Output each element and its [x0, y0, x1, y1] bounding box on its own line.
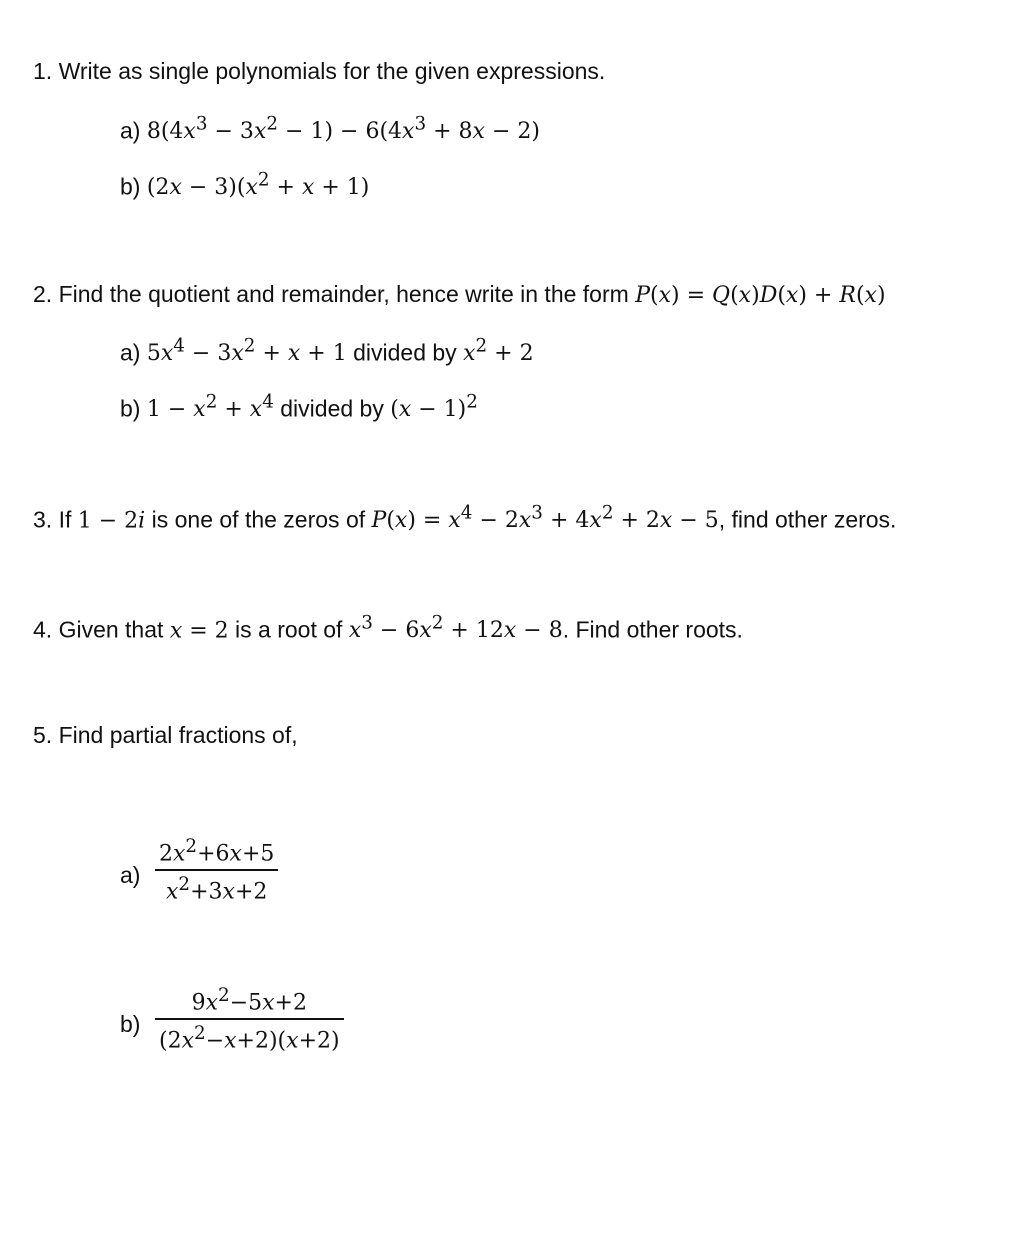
question-5-text: 5. Find partial fractions of, — [33, 722, 298, 748]
question-4-mid: is a root of — [235, 616, 343, 643]
question-1b-expression: $(2x - 3)(x^2 + x + 1)$ — [146, 170, 370, 201]
question-3 — [33, 503, 896, 533]
question-5b-numerator: $9x^2-5x+2$ — [191, 985, 307, 1016]
question-1b-label: b) — [120, 173, 141, 200]
question-5b-label: b) — [120, 1011, 141, 1037]
question-4-polynomial: $x^3 - 6x^2 + 12x - 8$ — [348, 613, 563, 644]
question-4-suffix: . Find other roots. — [562, 616, 743, 643]
question-2b-dividend: $1 - x^2 + x^4$ — [146, 392, 274, 423]
question-2b-divided-by: divided by — [280, 395, 384, 422]
question-1a-expression: $8(4x^3 - 3x^2 - 1) - 6(4x^3 + 8x - 2)$ — [146, 114, 540, 145]
question-3-zero: 1 − 2i — [77, 508, 146, 534]
question-5 — [33, 722, 298, 749]
question-5a-denominator: $x^2+3x+2$ — [166, 874, 268, 905]
question-5b-fraction — [155, 985, 344, 1054]
question-2-form: P(x) = Q(x)D(x) + R(x) — [635, 283, 886, 308]
question-4-root: x = 2 — [169, 618, 229, 644]
question-2a-dividend: $5x^4 - 3x^2 + x + 1$ — [146, 336, 347, 367]
question-1b — [120, 170, 369, 200]
question-2a-divisor: $x^2 + 2$ — [463, 336, 534, 367]
question-5b-denominator: $(2x^2-x+2)(x+2)$ — [159, 1023, 340, 1054]
question-3-mid: is one of the zeros of — [151, 506, 366, 533]
question-5a-label: a) — [120, 862, 141, 888]
question-3-prefix: 3. If — [33, 506, 72, 533]
question-3-suffix: , find other zeros. — [718, 506, 897, 533]
question-1-text: 1. Write as single polynomials for the given expressions. — [33, 58, 606, 84]
question-5a-fraction — [155, 836, 278, 905]
question-2-text: 2. Find the quotient and remainder, hence write in the form — [33, 281, 629, 307]
question-1a — [120, 114, 540, 144]
question-4-prefix: 4. Given that — [33, 616, 164, 643]
question-2b-divisor: $(x - 1)^2$ — [390, 392, 478, 423]
question-2a — [120, 336, 534, 366]
question-3-polynomial: $P(x) = x^4 - 2x^3 + 4x^2 + 2x - 5$ — [371, 503, 719, 534]
question-1 — [33, 58, 605, 85]
question-4 — [33, 613, 743, 643]
question-2b — [120, 392, 478, 422]
question-5a-numerator: $2x^2+6x+5$ — [159, 836, 275, 867]
question-2 — [33, 281, 886, 308]
question-2a-label: a) — [120, 339, 141, 366]
question-5a-fraction-bar — [155, 869, 278, 871]
question-2b-label: b) — [120, 395, 141, 422]
question-5b-fraction-bar — [155, 1018, 344, 1020]
question-2a-divided-by: divided by — [353, 339, 457, 366]
question-1a-label: a) — [120, 117, 141, 144]
